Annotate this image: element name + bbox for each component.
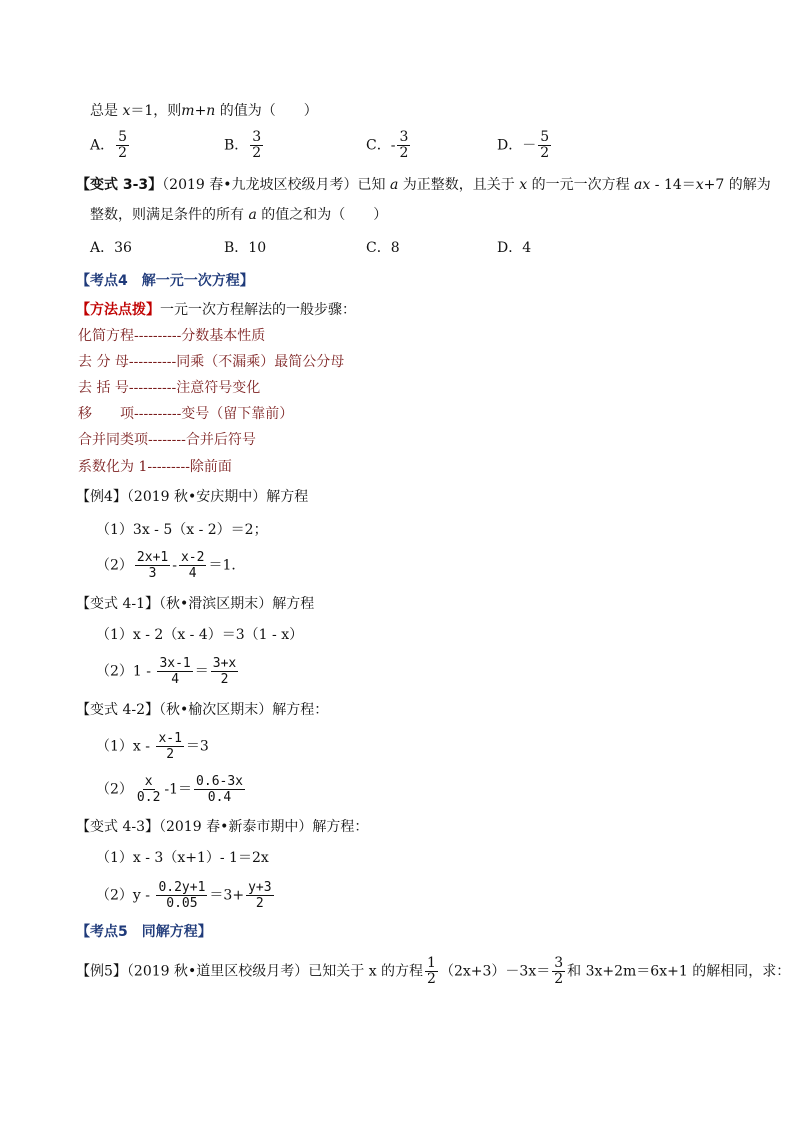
text: -1＝ <box>164 781 193 798</box>
fraction <box>425 956 438 987</box>
method-step: 合并同类项--------合并后符号 <box>78 432 256 448</box>
numerator: 3 <box>554 955 564 971</box>
var-x: x <box>695 177 704 193</box>
method-tip <box>76 300 356 320</box>
text: 的一元一次方程 <box>527 177 635 193</box>
example-5 <box>76 956 790 987</box>
numerator: 5 <box>118 129 128 145</box>
variant-4-1-part-2 <box>96 656 240 687</box>
text: ＝1． <box>208 557 246 574</box>
denominator: 0.2 <box>136 790 161 805</box>
var-m: m <box>181 103 195 119</box>
question-3-2-tail <box>90 101 318 121</box>
variant-4-3-part-2 <box>96 880 276 911</box>
method-tag: 【方法点拨】 <box>76 302 160 318</box>
sign: － <box>522 137 537 154</box>
fraction <box>397 130 410 161</box>
numerator: 0.2y+1 <box>158 880 206 895</box>
section-heading-4: 【考点4 解一元一次方程】 <box>76 273 254 289</box>
variant-4-3-part-1: （1）x - 3（x+1）- 1＝2x <box>96 850 269 866</box>
denominator: 2 <box>220 672 229 687</box>
numerator: 3 <box>252 129 262 145</box>
numerator: 2x+1 <box>136 550 169 565</box>
fraction <box>135 550 170 581</box>
text: 的值之和为（ ） <box>256 207 388 223</box>
option-d[interactable] <box>497 130 553 161</box>
text: （2） <box>96 557 133 574</box>
variant-4-3-title: 【变式 4-3】（2019 春•新泰市期中）解方程： <box>76 819 369 835</box>
var-x: x <box>642 177 651 193</box>
text: （2）y - <box>96 887 155 904</box>
fraction <box>135 774 162 805</box>
var-a: a <box>389 177 399 193</box>
fraction <box>179 550 206 581</box>
text: 总是 <box>90 103 123 119</box>
var-x: x <box>519 177 528 193</box>
method-step: 去 括 号----------注意符号变化 <box>78 380 261 396</box>
text: + <box>194 103 207 119</box>
option-a[interactable] <box>90 130 131 161</box>
text: - 14＝ <box>650 177 696 193</box>
numerator: 3x-1 <box>159 656 191 671</box>
text: （2）1 - <box>96 663 156 680</box>
denominator: 3 <box>148 566 157 581</box>
variant-4-2-part-1 <box>96 731 209 762</box>
denominator: 0.4 <box>207 790 232 805</box>
variant-4-2-part-2 <box>96 774 247 805</box>
text: 的值为（ ） <box>215 103 318 119</box>
fraction <box>116 130 129 161</box>
text: ＝3+ <box>209 887 245 904</box>
source: （2019 春•九龙坡区校级月考） <box>162 177 358 193</box>
numerator: 3 <box>399 129 409 145</box>
denominator: 2 <box>255 896 264 911</box>
option-a[interactable]: A．36 <box>90 240 132 256</box>
denominator: 2 <box>118 145 128 161</box>
text: 和 3x+2m＝6x+1 的解相同，求： <box>567 963 791 980</box>
fraction <box>156 731 183 762</box>
sign: - <box>390 137 396 154</box>
variant-4-2-title: 【变式 4-2】（秋•榆次区期末）解方程： <box>76 702 329 718</box>
denominator: 2 <box>427 971 436 987</box>
var-x: x <box>122 103 131 119</box>
numerator: 1 <box>427 955 436 971</box>
numerator: 3+x <box>212 656 237 671</box>
fraction <box>538 130 551 161</box>
method-step: 去 分 母----------同乘（不漏乘）最简公分母 <box>78 354 345 370</box>
option-c[interactable] <box>366 130 412 161</box>
option-b[interactable]: B．10 <box>224 240 267 256</box>
denominator: 0.05 <box>166 896 198 911</box>
method-step: 移 项----------变号（留下靠前） <box>78 406 294 422</box>
fraction <box>552 956 565 987</box>
text: （2） <box>96 781 133 798</box>
numerator: y+3 <box>248 880 272 895</box>
method-step: 系数化为 1---------除前面 <box>78 459 232 475</box>
example-4-title: 【例4】（2019 秋•安庆期中）解方程 <box>76 489 309 505</box>
fraction <box>156 880 207 911</box>
variant-4-1-title: 【变式 4-1】（秋•滑滨区期末）解方程 <box>76 596 315 612</box>
text: +7 的解为 <box>703 177 771 193</box>
example-4-part-2 <box>96 550 245 581</box>
numerator: 0.6-3x <box>196 774 244 789</box>
text: （1）x - <box>96 738 155 755</box>
text: - <box>172 557 177 574</box>
denominator: 2 <box>540 145 550 161</box>
text: 整数，则满足条件的所有 <box>90 207 249 223</box>
denominator: 2 <box>554 971 564 987</box>
option-d[interactable]: D．4 <box>497 240 532 256</box>
text: ＝1，则 <box>130 103 182 119</box>
method-step: 化简方程----------分数基本性质 <box>78 328 266 344</box>
variant-4-1-part-1: （1）x - 2（x - 4）＝3（1 - x） <box>96 627 304 643</box>
denominator: 4 <box>188 566 197 581</box>
option-label: B． <box>224 137 249 154</box>
denominator: 4 <box>171 672 180 687</box>
option-label: C． <box>366 137 391 154</box>
text: 已知 <box>357 177 390 193</box>
denominator: 2 <box>399 145 409 161</box>
fraction <box>194 774 245 805</box>
variant-3-3-line2 <box>90 205 387 225</box>
text: ＝ <box>194 663 209 680</box>
variant-3-3 <box>76 175 771 195</box>
text: 【例5】（2019 秋•道里区校级月考）已知关于 x 的方程 <box>76 963 424 980</box>
fraction <box>157 656 192 687</box>
section-heading-5: 【考点5 同解方程】 <box>76 924 212 940</box>
text: 为正整数，且关于 <box>398 177 520 193</box>
numerator: x-1 <box>158 731 182 746</box>
numerator: x-2 <box>180 550 205 565</box>
numerator: x <box>144 774 153 789</box>
variant-tag: 【变式 3-3】 <box>76 177 163 193</box>
denominator: 2 <box>252 145 262 161</box>
text: （2x+3）－3x＝ <box>439 963 551 980</box>
fraction <box>211 656 238 687</box>
text: ＝3 <box>185 738 209 755</box>
option-label: D． <box>497 137 523 154</box>
fraction <box>246 880 273 911</box>
var-a: a <box>634 177 643 193</box>
numerator: 5 <box>540 129 550 145</box>
fraction <box>250 130 263 161</box>
denominator: 2 <box>166 747 175 762</box>
example-4-part-1: （1）3x - 5（x - 2）＝2； <box>96 522 268 538</box>
method-text: 一元一次方程解法的一般步骤： <box>160 302 356 318</box>
option-label: A． <box>90 137 115 154</box>
option-c[interactable]: C．8 <box>366 240 400 256</box>
var-n: n <box>206 103 216 119</box>
option-b[interactable] <box>224 130 265 161</box>
var-a: a <box>248 207 257 223</box>
